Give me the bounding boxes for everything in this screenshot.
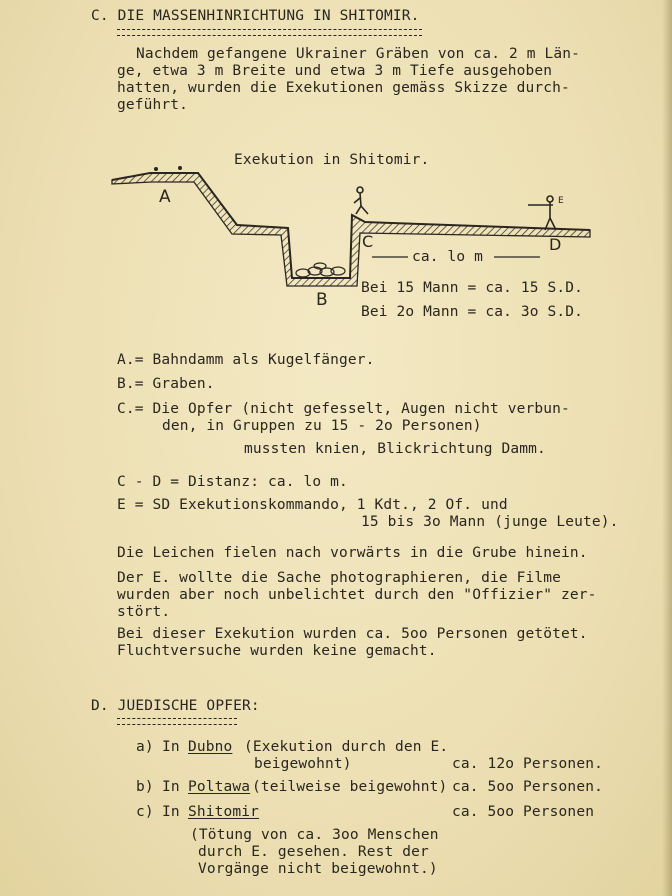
sketch-label-e: E: [558, 196, 564, 206]
footnote-line-2: durch E. gesehen. Rest der: [198, 844, 429, 860]
item-a-note: (Exekution durch den E.: [244, 739, 449, 755]
legend-e-line-2: 15 bis 3o Mann (junge Leute).: [361, 514, 619, 530]
item-b-note: (teilweise beigewohnt): [252, 779, 448, 795]
sketch-label-d: D: [549, 235, 562, 254]
item-b-place: Poltawa: [188, 779, 251, 795]
sketch-note-2: Bei 2o Mann = ca. 3o S.D.: [361, 304, 583, 320]
sketch-label-a: A: [159, 187, 171, 207]
paragraph-2-line-2: wurden aber noch unbelichtet durch den "Offizier" zer-: [117, 587, 597, 603]
intro-line-3: hatten, wurden die Exekutionen gemäss Skizze durch-: [117, 80, 570, 96]
victims-in-trench: [296, 263, 345, 277]
section-d-title-rule: [117, 718, 237, 725]
sketch-distance: ca. lo m: [412, 249, 484, 265]
item-b-prefix: In: [162, 779, 180, 795]
sketch-label-b: B: [316, 290, 328, 310]
intro-line-1: Nachdem gefangene Ukrainer Gräben von ca. 2 m Län-: [136, 46, 580, 62]
item-b-count: ca. 5oo Personen.: [452, 779, 603, 795]
legend-c-line-3: mussten knien, Blickrichtung Damm.: [244, 441, 546, 457]
section-d-title: D. JUEDISCHE OPFER:: [91, 698, 260, 714]
item-a-note-2: beigewohnt): [254, 756, 352, 772]
footnote-line-3: Vorgänge nicht beigewohnt.): [198, 861, 438, 877]
legend-c-line-2: den, in Gruppen zu 15 - 2o Personen): [162, 418, 482, 434]
intro-line-2: ge, etwa 3 m Breite und etwa 3 m Tiefe ausgehoben: [117, 63, 553, 79]
item-a-letter: a): [136, 739, 154, 755]
footnote-line-1: (Tötung von ca. 3oo Menschen: [190, 827, 439, 843]
item-a-prefix: In: [162, 739, 180, 755]
kneeling-victim-figure: [354, 187, 368, 214]
paragraph-3-line-2: Fluchtversuche wurden keine gemacht.: [117, 643, 437, 659]
paragraph-1: Die Leichen fielen nach vorwärts in die Grube hinein.: [117, 545, 588, 561]
legend-b: B.= Graben.: [117, 376, 215, 392]
item-a-place: Dubno: [188, 739, 233, 755]
shooter-figure: [528, 196, 556, 230]
legend-a: A.= Bahndamm als Kugelfänger.: [117, 352, 375, 368]
sketch-label-c: C: [362, 232, 374, 251]
item-b-letter: b): [136, 779, 154, 795]
item-a-count: ca. 12o Personen.: [452, 756, 603, 772]
item-c-count: ca. 5oo Personen: [452, 804, 595, 820]
legend-c-line-1: C.= Die Opfer (nicht gefesselt, Augen nicht verbun-: [117, 401, 570, 417]
paragraph-3-line-1: Bei dieser Exekution wurden ca. 5oo Personen getötet.: [117, 626, 588, 642]
legend-e-line-1: E = SD Exekutionskommando, 1 Kdt., 2 Of. und: [117, 497, 508, 513]
sketch-title: Exekution in Shitomir.: [234, 152, 430, 168]
item-c-prefix: In: [162, 804, 180, 820]
item-c-letter: c): [136, 804, 154, 820]
legend-cd: C - D = Distanz: ca. lo m.: [117, 474, 348, 490]
paragraph-2-line-3: stört.: [117, 604, 171, 620]
sketch-note-1: Bei 15 Mann = ca. 15 S.D.: [361, 280, 583, 296]
section-c-title: C. DIE MASSENHINRICHTUNG IN SHITOMIR.: [91, 8, 420, 24]
item-c-place: Shitomir: [188, 804, 260, 820]
paragraph-2-line-1: Der E. wollte die Sache photographieren, die Filme: [117, 570, 561, 586]
intro-line-4: geführt.: [117, 97, 189, 113]
